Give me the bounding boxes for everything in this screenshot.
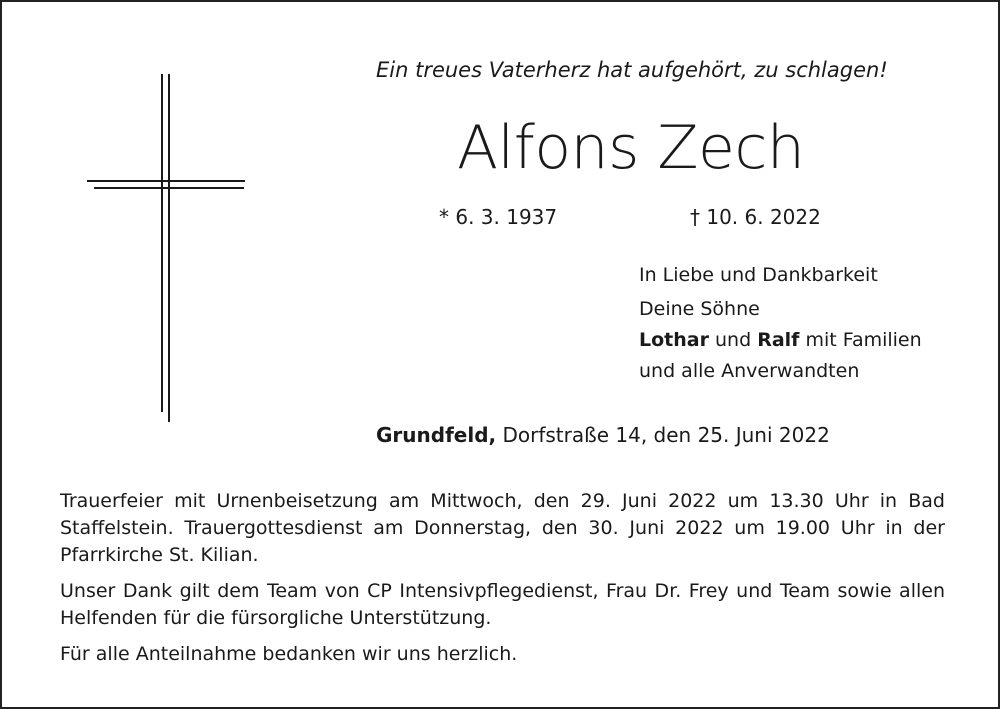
mourners-signoff [639, 260, 922, 387]
son-name-ralf: Ralf [757, 329, 800, 351]
deceased-name: Alfons Zech [457, 113, 805, 183]
place-and-date [376, 423, 830, 447]
death-date: † 10. 6. 2022 [690, 205, 821, 229]
signoff-line-love: In Liebe und Dankbarkeit [639, 264, 878, 286]
signoff-line-names [639, 325, 922, 356]
thanks-paragraph: Unser Dank gilt dem Team von CP Intensivpflegedienst, Frau Dr. Frey und Team sowie allen Helfenden für die fürsorgliche Unterstützung. [60, 580, 945, 629]
town-name: Grundfeld, [376, 423, 497, 447]
birth-date: * 6. 3. 1937 [439, 205, 558, 229]
closing-paragraph: Für alle Anteilnahme bedanken wir uns herzlich. [60, 643, 518, 665]
address-date: Dorfstraße 14, den 25. Juni 2022 [496, 423, 830, 447]
motto: Ein treues Vaterherz hat aufgehört, zu schlagen! [376, 58, 888, 82]
signoff-line-sons: Deine Söhne [639, 298, 760, 320]
funeral-info-paragraph: Trauerfeier mit Urnenbeisetzung am Mittwoch, den 29. Juni 2022 um 13.30 Uhr in Bad Staffelstein. Trauergottesdienst am Donnerstag, den 30. Juni 2022 um 19.00 Uhr in der Pfarrkirche St. Kilian. [60, 490, 945, 566]
signoff-line-relatives: und alle Anverwandten [639, 360, 860, 382]
signoff-with-families: mit Familien [799, 329, 922, 351]
signoff-and: und [708, 329, 758, 351]
son-name-lothar: Lothar [639, 329, 709, 351]
